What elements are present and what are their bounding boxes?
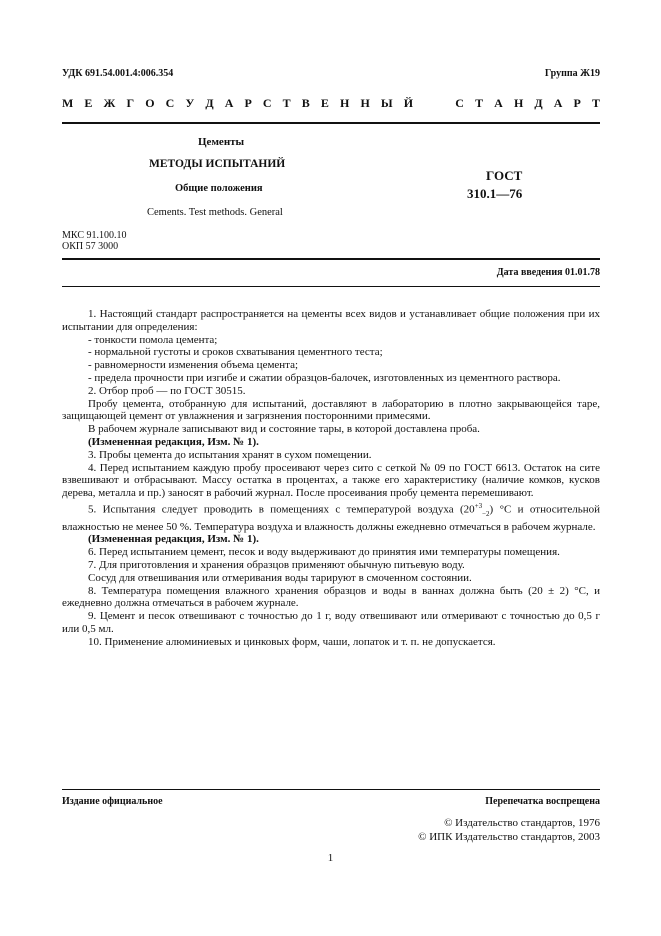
banner-letter: Е — [320, 96, 329, 110]
banner-letter: Р — [573, 96, 581, 110]
divider — [62, 258, 600, 260]
banner-letter: Й — [403, 96, 414, 110]
banner-letter: М — [62, 96, 74, 110]
banner-letter: Ы — [380, 96, 393, 110]
paragraph: Сосуд для отвешивания или отмеривания воды тарируют в смоченном состоянии. — [88, 571, 472, 584]
date-value: 01.01.78 — [565, 267, 600, 278]
mks-code: МКС 91.100.10 — [62, 230, 127, 241]
copyright-line: © Издательство стандартов, 1976 — [444, 817, 600, 829]
paragraph: 8. Температура помещения влажного хранения образцов и воды в ваннах должна быть (20 ± 2) °С, и ежедневно должна отмечаться в рабочем журнале. — [62, 584, 600, 610]
paragraph: В рабочем журнале записывают вид и состояние тары, в которой доставлена проба. — [88, 423, 480, 436]
banner-letter: Д — [534, 96, 543, 110]
banner-letter: Т — [591, 96, 600, 110]
english-title: Cements. Test methods. General — [147, 207, 283, 218]
list-item: - равномерности изменения объема цемента; — [88, 359, 299, 372]
document-title: МЕТОДЫ ИСПЫТАНИЙ — [149, 158, 286, 170]
paragraph: 4. Перед испытанием каждую пробу просеивают через сито с сеткой № 09 по ГОСТ 6613. Остаток на сите взвешивают и отбрасывают. Массу остатка в процентах, а также его характеристику (наличие комков, кусков дерева, металла и пр.) заносят в рабочий журнал. После просеивания пробу цемента перемешивают. — [62, 461, 600, 500]
banner-letter: Р — [244, 96, 252, 110]
banner-letter: А — [494, 96, 503, 110]
paragraph: 10. Применение алюминиевых и цинковых форм, чаши, лопаток и т. п. не допускается. — [88, 635, 496, 648]
banner-letter: С — [262, 96, 272, 110]
okp-code: ОКП 57 3000 — [62, 241, 119, 252]
gost-label: ГОСТ — [486, 168, 523, 183]
revision-note: (Измененная редакция, Изм. № 1). — [88, 435, 259, 448]
banner-letter: А — [224, 96, 234, 110]
tolerance-upper: +3 — [474, 501, 483, 510]
banner-letter: Е — [84, 96, 93, 110]
group-code: Группа Ж19 — [544, 68, 600, 79]
text-run: ) °С и относительной влажностью не менее 50 %. Температура воздуха и влажность должны ежедневно отмечаться в рабочем журнале. — [62, 503, 600, 533]
date-label: Дата введения — [496, 267, 563, 278]
divider — [62, 122, 600, 124]
text-run: 5. Испытания следует проводить в помещениях с температурой воздуха (20 — [88, 503, 475, 516]
banner-letter: С — [165, 96, 175, 110]
list-item: - тонкости помола цемента; — [88, 333, 218, 346]
divider — [62, 286, 600, 287]
copyright-line: © ИПК Издательство стандартов, 2003 — [418, 831, 600, 843]
banner-letter: Ж — [103, 96, 116, 110]
introduction-date — [497, 267, 600, 278]
banner-letter: В — [301, 96, 310, 110]
paragraph: 9. Цемент и песок отвешивают с точностью до 1 г, воду отвешивают или отмеривают с точностью до 0,5 г или 0,5 мл. — [62, 610, 600, 635]
revision-note: (Измененная редакция, Изм. № 1). — [88, 533, 259, 546]
banner-letter: А — [553, 96, 563, 110]
list-item: - нормальной густоты и сроков схватывания цементного теста; — [88, 346, 383, 359]
banner-letter: Н — [360, 96, 370, 110]
banner-letter: Д — [205, 96, 214, 110]
paragraph: 6. Перед испытанием цемент, песок и воду выдерживают до принятия ими температуры помещения. — [88, 546, 560, 559]
paragraph: 3. Пробы цемента до испытания хранят в сухом помещении. — [88, 448, 372, 461]
reprint-notice: Перепечатка воспрещена — [485, 796, 600, 807]
gost-number: 310.1—76 — [467, 186, 523, 201]
banner-letter: Н — [513, 96, 524, 110]
tolerance-lower: −2 — [482, 509, 490, 518]
banner-letter: Н — [340, 96, 350, 110]
banner-letter: Т — [475, 96, 484, 110]
banner-letter: О — [145, 96, 155, 110]
paragraph: 2. Отбор проб — по ГОСТ 30515. — [88, 384, 246, 397]
paragraph: Пробу цемента, отобранную для испытаний, доставляют в лабораторию в плотно закрывающейся таре, защищающей цемент от увлажнения и загрязнения посторонними примесями. — [62, 397, 600, 423]
paragraph: 1. Настоящий стандарт распространяется на цементы всех видов и устанавливает общие положения при их испытании для определения: — [62, 308, 600, 333]
paragraph — [62, 500, 600, 533]
standard-banner — [62, 96, 600, 111]
page-number: 1 — [327, 852, 334, 864]
udk-code: УДК 691.54.001.4:006.354 — [62, 68, 174, 79]
banner-letter: Т — [282, 96, 291, 110]
document-subtitle: Общие положения — [175, 183, 263, 194]
document-body — [62, 308, 600, 649]
list-item: - предела прочности при изгибе и сжатии образцов-балочек, изготовленных из цементного раствора. — [88, 371, 561, 384]
edition-label: Издание официальное — [62, 796, 163, 807]
banner-letter: У — [185, 96, 195, 110]
divider — [62, 789, 600, 790]
paragraph: 7. Для приготовления и хранения образцов применяют обычную питьевую воду. — [88, 558, 465, 571]
banner-letter: С — [455, 96, 464, 110]
classification-codes — [62, 230, 126, 252]
subject-title: Цементы — [198, 136, 245, 148]
banner-gap — [424, 96, 444, 111]
banner-letter: Г — [126, 96, 135, 110]
